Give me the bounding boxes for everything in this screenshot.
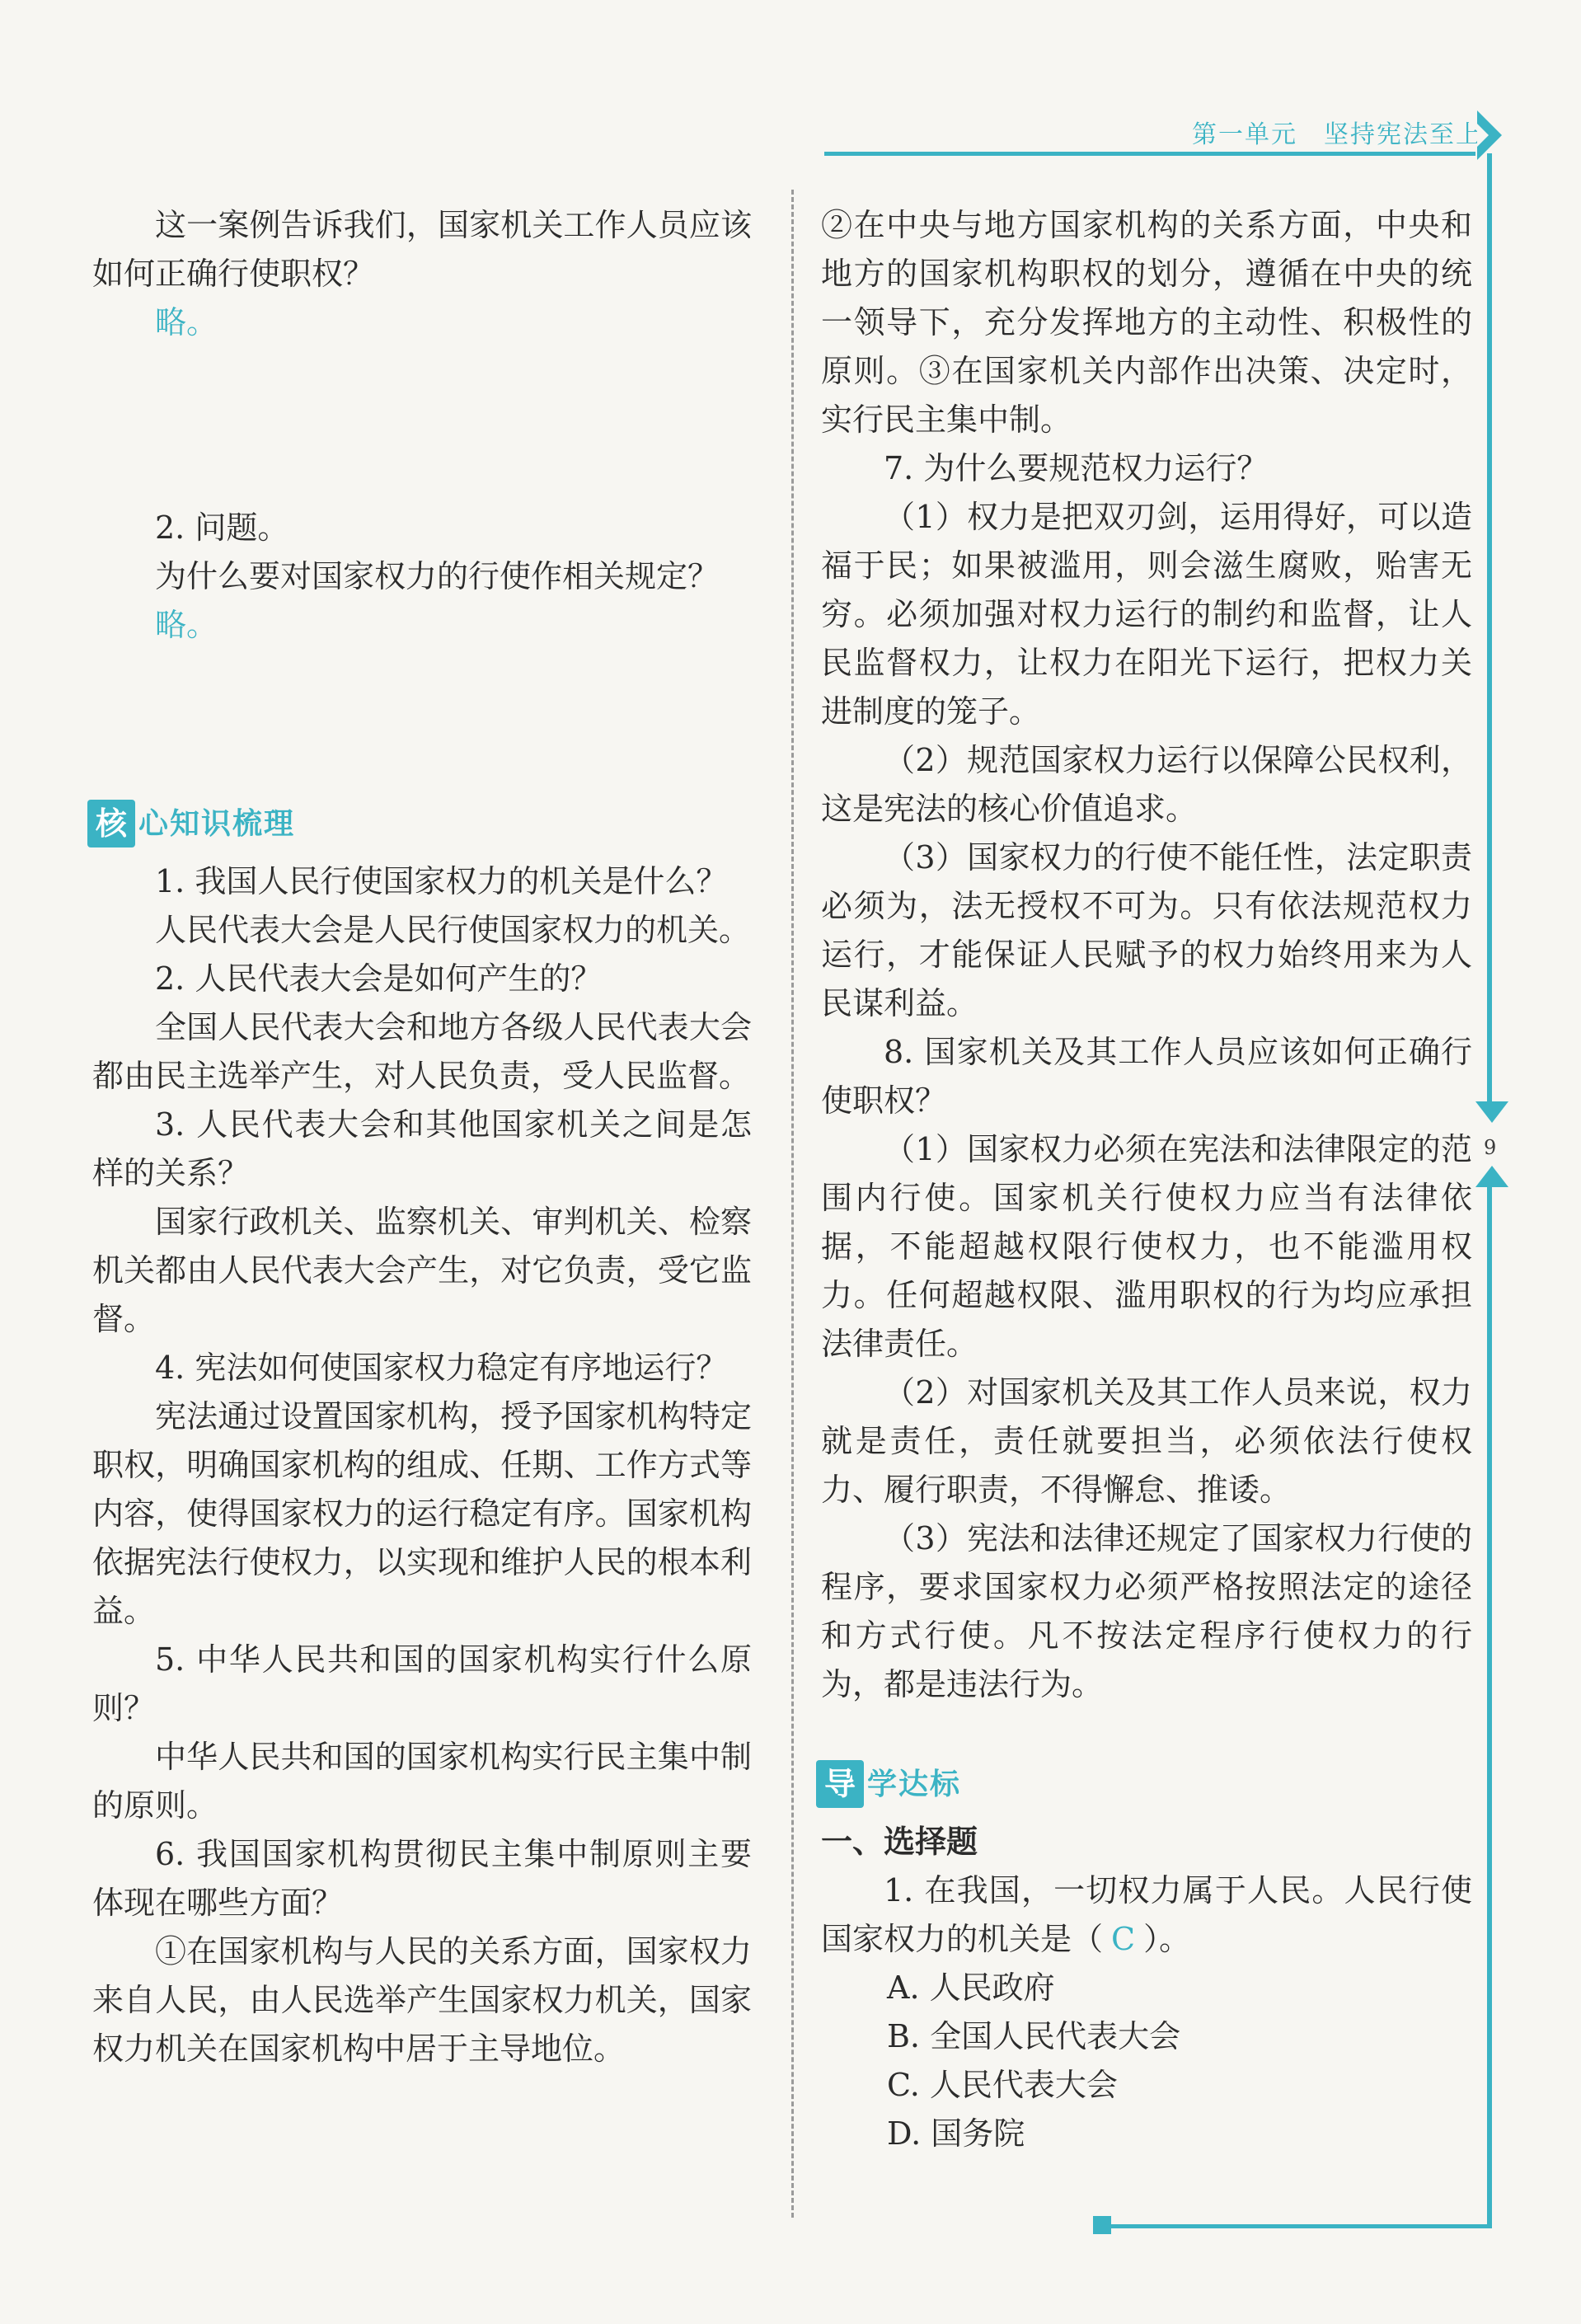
knowledge-question: 8. 国家机关及其工作人员应该如何正确行使职权？ [821,1034,1472,1119]
mc-option: B. 全国人民代表大会 [887,2018,1181,2054]
knowledge-question: 2. 人民代表大会是如何产生的？ [155,960,603,997]
knowledge-question: 7. 为什么要规范权力运行？ [884,450,1269,486]
section-label: 心知识梳理 [138,806,296,841]
part-title: 一、选择题 [821,1824,978,1860]
knowledge-answer: （1）国家权力必须在宪法和法律限定的范围内行使。国家机关行使权力应当有法律依据，不能超越权限行使权力，也不能滥用权力。任何超越权限、滥用职权的行为均应承担法律责任。 [821,1131,1472,1362]
q2-answer: 略。 [155,607,218,643]
knowledge-answer: 国家行政机关、监察机关、审判机关、检察机关都由人民代表大会产生，对它负责，受它监督。 [92,1204,752,1337]
knowledge-answer: ①在国家机构与人民的关系方面，国家权力来自人民，由人民选举产生国家权力机关，国家权力机关在国家机构中居于主导地位。 [92,1933,752,2067]
tab-notch-top [1475,1101,1508,1123]
mc-option: D. 国务院 [887,2115,1025,2152]
knowledge-question: 5. 中华人民共和国的国家机构实行什么原则？ [92,1641,752,1726]
knowledge-answer: 全国人民代表大会和地方各级人民代表大会都由民主选举产生，对人民负责，受人民监督。 [92,1009,752,1094]
mc-stem-end: ）。 [1143,1921,1191,1957]
running-header: 第一单元 坚持宪法至上 [1192,120,1482,149]
knowledge-answer: 人民代表大会是人民行使国家权力的机关。 [155,912,751,948]
mc-option: A. 人民政府 [887,1970,1055,2006]
knowledge-answer: （3）宪法和法律还规定了国家权力行使的程序，要求国家权力必须严格按照法定的途径和方式行使。凡不按法定程序行使权力的行为，都是违法行为。 [821,1520,1472,1702]
footer-square-icon [1093,2216,1111,2234]
knowledge-question: 4. 宪法如何使国家权力稳定有序地运行？ [155,1350,728,1386]
column-divider [791,190,794,2218]
side-rail-bottom [1487,1187,1492,2226]
page-number: 9 [1484,1136,1497,1159]
knowledge-answer: （2）规范国家权力运行以保障公民权利，这是宪法的核心价值追求。 [821,742,1472,827]
left-column [92,201,752,2073]
section-heading-knowledge [87,795,752,852]
q2-label: 2. 问题。 [155,509,289,546]
mc-question-1 [821,1866,1472,1964]
section-heading-practice [816,1755,1472,1813]
knowledge-question: 1. 我国人民行使国家权力的机关是什么？ [155,863,728,899]
footer-rule [1105,2224,1492,2228]
q6-continuation: ②在中央与地方国家机构的关系方面，中央和地方的国家机构职权的划分，遵循在中央的统一领导下，充分发挥地方的主动性、积极性的原则。③在国家机关内部作出决策、决定时，实行民主集中制。 [821,207,1472,438]
section-badge: 导 [816,1760,864,1808]
knowledge-answer: 中华人民共和国的国家机构实行民主集中制的原则。 [92,1739,752,1824]
right-column [821,201,1472,2158]
knowledge-question: 3. 人民代表大会和其他国家机关之间是怎样的关系？ [92,1106,752,1191]
case-answer: 略。 [155,304,218,340]
mc-stem: 1. 在我国，一切权力属于人民。人民行使国家权力的机关是（ [821,1872,1472,1957]
section-label: 学达标 [867,1767,962,1801]
case-question: 这一案例告诉我们，国家机关工作人员应该如何正确行使职权？ [92,207,752,292]
header-arrow-inner [1477,124,1489,147]
side-rail-top [1487,153,1492,1101]
tab-notch-bottom [1475,1166,1508,1187]
section-badge: 核 [87,800,135,847]
knowledge-answer: （2）对国家机关及其工作人员来说，权力就是责任，责任就要担当，必须依法行使权力、履行职责，不得懈怠、推诿。 [821,1374,1472,1508]
mc-option: C. 人民代表大会 [887,2067,1118,2103]
knowledge-question: 6. 我国国家机构贯彻民主集中制原则主要体现在哪些方面？ [92,1836,752,1921]
knowledge-answer: （1）权力是把双刃剑，运用得好，可以造福于民；如果被滥用，则会滋生腐败，贻害无穷。必须加强对权力运行的制约和监督，让人民监督权力，让权力在阳光下运行，把权力关进制度的笼子。 [821,499,1472,730]
knowledge-answer: （3）国家权力的行使不能任性，法定职责必须为，法无授权不可为。只有依法规范权力运行，才能保证人民赋予的权力始终用来为人民谋利益。 [821,839,1472,1021]
header-rule [824,152,1475,156]
q2-text: 为什么要对国家权力的行使作相关规定？ [155,558,720,594]
knowledge-answer: 宪法通过设置国家机构，授予国家机构特定职权，明确国家机构的组成、任期、工作方式等内容，使得国家权力的运行稳定有序。国家机构依据宪法行使权力，以实现和维护人民的根本利益。 [92,1398,752,1629]
mc-answer: C [1111,1921,1136,1957]
